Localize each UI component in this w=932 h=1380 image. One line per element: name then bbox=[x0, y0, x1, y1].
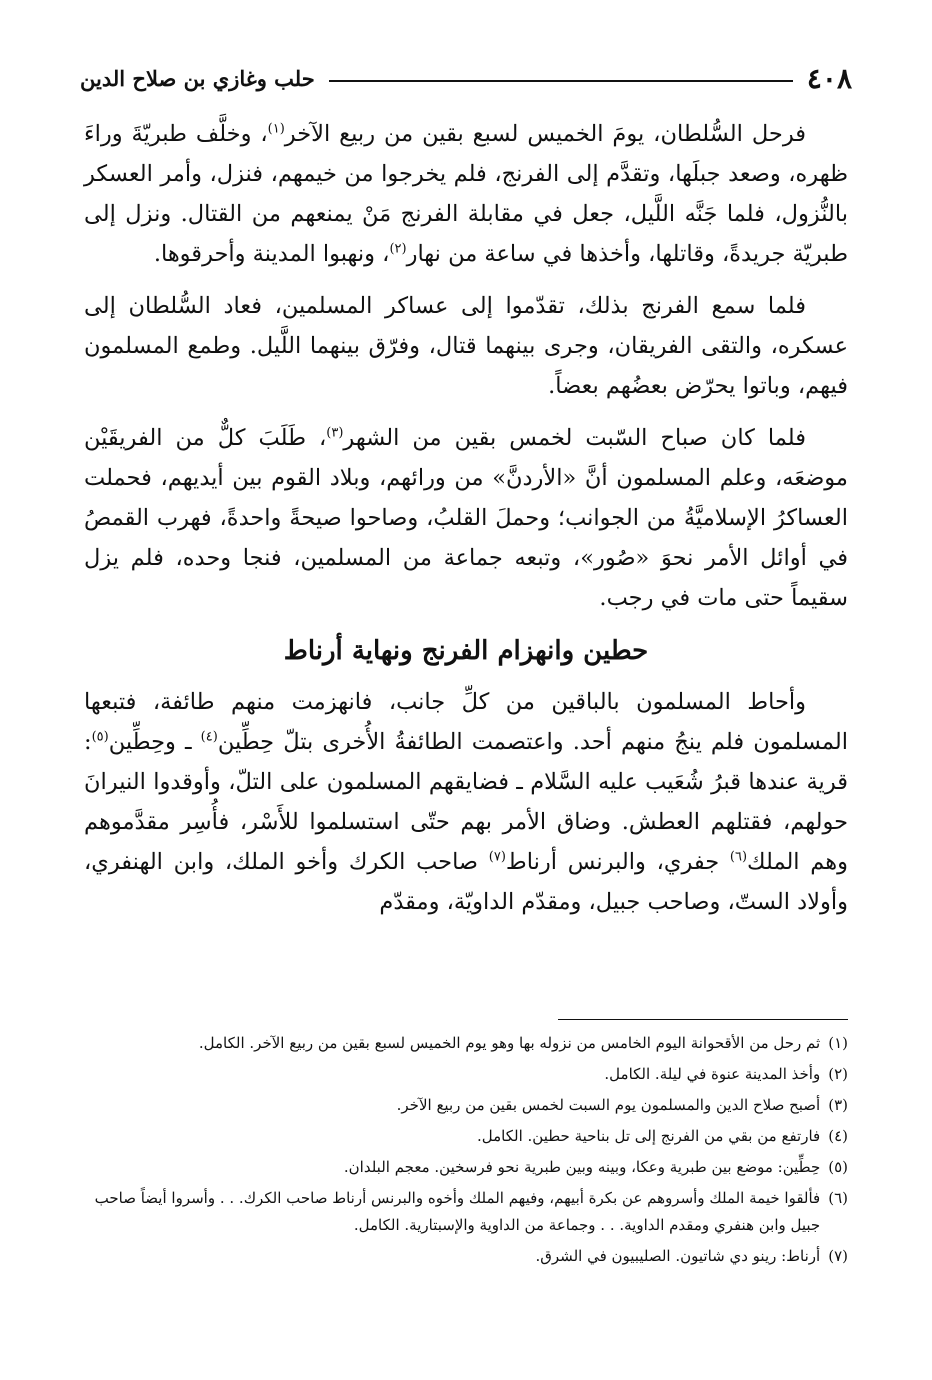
paragraph-text: : قرية عندها قبرُ شُعَيب عليه السَّلام ـ فضايقهم المسلمون على التلّ، وأوقدوا النيرانَ حولهم، فقتلهم العطش. وضاق الأمر بهم حتّى استسلموا للأَسْر، فأُسِر مقدَّموهم وهم الملك bbox=[84, 729, 849, 875]
footnote-number: (٦) bbox=[828, 1189, 848, 1207]
footnote-number: (٣) bbox=[828, 1096, 848, 1114]
footnote-item bbox=[84, 1185, 848, 1239]
footnote-item bbox=[84, 1061, 848, 1088]
main-text bbox=[84, 114, 848, 934]
footnote-item bbox=[84, 1030, 848, 1057]
footnote-text: أصبح صلاح الدين والمسلمون يوم السبت لخمس بقين من ربيع الآخر. bbox=[396, 1096, 821, 1114]
footnote-number: (٥) bbox=[828, 1158, 848, 1176]
footnote-number: (٢) bbox=[828, 1065, 848, 1083]
footnote-item bbox=[84, 1092, 848, 1119]
footnote-text: ثم رحل من الأقحوانة اليوم الخامس من نزوله بها وهو يوم الخميس لسبع بقين من ربيع الآخر. الكامل. bbox=[198, 1034, 821, 1052]
paragraph bbox=[84, 682, 848, 922]
footnote-ref: (٦) bbox=[729, 849, 748, 865]
page-number: ٤٠٨ bbox=[806, 61, 852, 95]
paragraph: فلما سمع الفرنج بذلك، تقدّموا إلى عساكر المسلمين، فعاد السُّلطان إلى عسكره، والتقى الفريقان، وجرى بينهما قتال، وفرّق بينهما اللَّيل. وطمع المسلمون فيهم، وباتوا يحرّض بعضُهم بعضاً. bbox=[84, 293, 848, 399]
running-header bbox=[80, 58, 852, 98]
footnote-ref: (٥) bbox=[91, 729, 109, 745]
footnote-separator bbox=[558, 1019, 848, 1020]
footnote-text: أرناط: رينو دي شاتيون. الصليبيون في الشرق. bbox=[535, 1247, 821, 1265]
paragraph-text: فلما كان صباح السّبت لخمس بقين من الشهر bbox=[343, 425, 806, 451]
footnote-ref: (٧) bbox=[488, 849, 506, 865]
running-title: حلب وغازي بن صلاح الدين bbox=[80, 65, 315, 91]
paragraph-text: صاحب الكرك وأخو الملك، وابن الهنفري، وأولاد الستّ، وصاحب جبيل، ومقدّم الداويّة، ومقدّم bbox=[84, 849, 848, 915]
footnote-number: (٤) bbox=[828, 1127, 848, 1145]
footnote-item bbox=[84, 1243, 848, 1270]
section-heading: حطين وانهزام الفرنج ونهاية أرناط bbox=[283, 636, 649, 666]
paragraph-text: ـ وحِطِّين bbox=[108, 729, 201, 755]
paragraph bbox=[84, 418, 848, 618]
footnote-text: وأخذ المدينة عنوة في ليلة. الكامل. bbox=[604, 1065, 821, 1083]
footnote-ref: (٤) bbox=[200, 729, 218, 745]
paragraph-text: ، ونهبوا المدينة وأحرقوها. bbox=[153, 241, 390, 267]
footnote-number: (١) bbox=[828, 1034, 848, 1052]
paragraph-text: وأحاط المسلمون بالباقين من كلِّ جانب، فانهزمت منهم طائفة، فتبعها المسلمون فلم ينجُ منهم أحد. واعتصمت الطائفةُ الأُخرى بتلّ حِطِّين bbox=[84, 689, 848, 755]
paragraph bbox=[84, 114, 848, 274]
header-rule bbox=[329, 80, 793, 82]
footnote-item bbox=[84, 1154, 848, 1181]
footnote-text: حِطِّين: موضع بين طبرية وعكا، وبينه وبين طبرية نحو فرسخين. معجم البلدان. bbox=[343, 1158, 821, 1176]
footnote-number: (٧) bbox=[828, 1247, 848, 1265]
footnote-text: فألقوا خيمة الملك وأسروهم عن بكرة أبيهم، وفيهم الملك وأخوه والبرنس أرناط صاحب الكرك. . . وأسروا أيضاً صاحب جبيل وابن هنفري ومقدم الداوية. . . وجماعة من الداوية والإسبتارية. الكامل. bbox=[94, 1189, 821, 1234]
paragraph-text: فرحل السُّلطان، يومَ الخميس لسبع بقين من ربيع الآخر bbox=[284, 121, 806, 147]
footnote-ref: (٣) bbox=[326, 425, 344, 441]
footnote-text: فارتفع من بقي من الفرنج إلى تل بناحية حطين. الكامل. bbox=[477, 1127, 821, 1145]
footnote-ref: (٢) bbox=[389, 241, 407, 257]
paragraph-text: جفري، والبرنس أرناط bbox=[505, 849, 730, 875]
footnote-ref: (١) bbox=[267, 121, 285, 137]
footnotes bbox=[84, 1030, 848, 1274]
paragraph-text: ، وخلَّف طبريّةَ وراءَ ظهره، وصعد جبلَها، وتقدَّم إلى الفرنج، فلم يخرجوا من خيمهم، فنزل، وأمر العسكر بالنُّزول، فلما جَنَّه اللَّيل، جعل في مقابلة الفرنج مَنْ يمنعهم من القتال. ونزل إلى طبريّة جريدةً، وقاتلها، وأخذها في ساعة من نهار bbox=[84, 121, 848, 267]
paragraph-text: ، طَلَبَ كلٌّ من الفريقَيْن موضعَه، وعلم المسلمون أنَّ «الأردنَّ» من ورائهم، وبلاد القوم بين أيديهم، فحملت العساكرُ الإسلاميَّةُ من الجوانب؛ وحملَ القلبُ، وصاحوا صيحةً واحدةً، فهرب القمصُ في أوائل الأمر نحوَ «صُور»، وتبعه جماعة من المسلمين، فنجا وحده، فلم يزل سقيماً حتى مات في رجب. bbox=[84, 425, 848, 611]
footnote-item bbox=[84, 1123, 848, 1150]
